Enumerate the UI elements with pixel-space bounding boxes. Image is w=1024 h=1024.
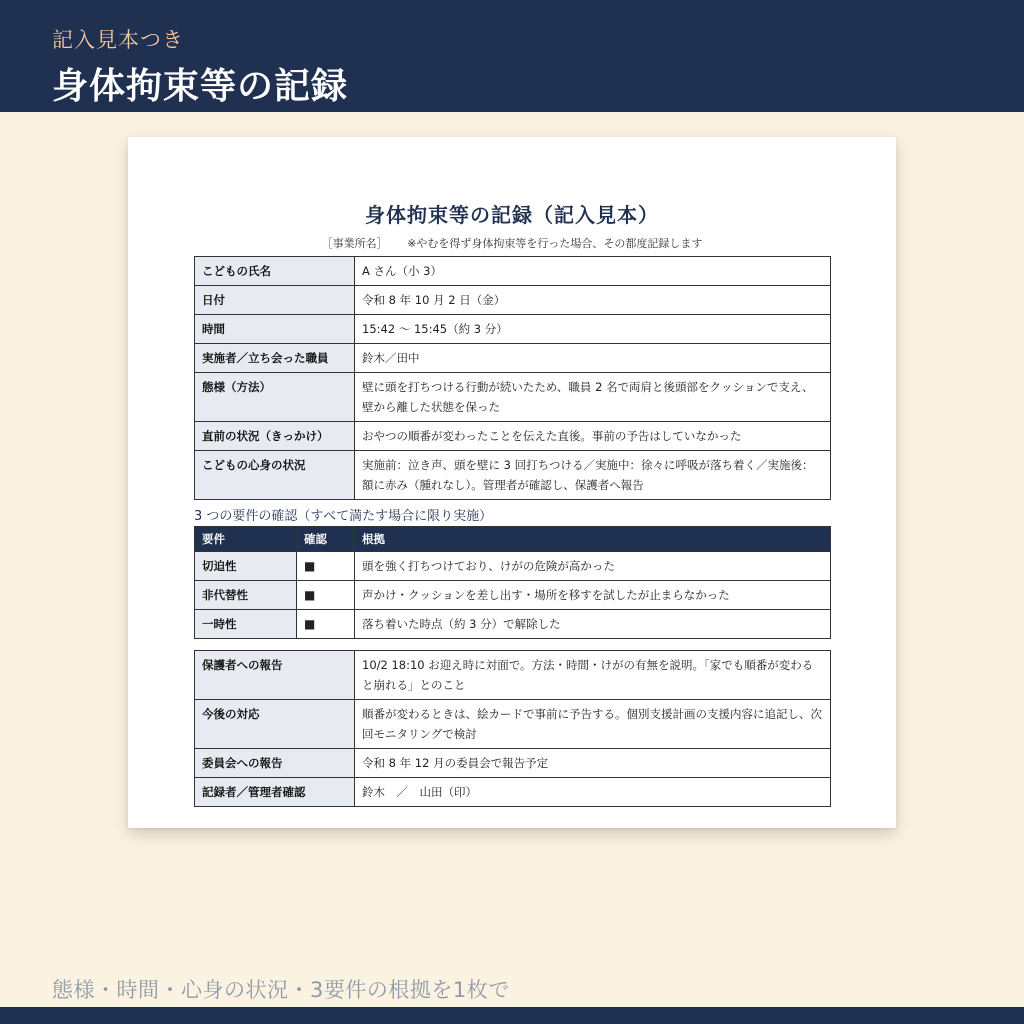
- document-meta: [128, 235, 896, 251]
- requirements-table: [194, 526, 831, 639]
- row-value: 実施前：泣き声、頭を壁に 3 回打ちつける／実施中：徐々に呼吸が落ち着く／実施後：額に赤み（腫れなし）。管理者が確認し、保護者へ報告: [355, 451, 831, 500]
- footer-caption: 態様・時間・心身の状況・3要件の根拠を1枚で: [52, 978, 510, 1002]
- row-label: 保護者への報告: [195, 651, 355, 700]
- row-value: 令和 8 年 10 月 2 日（金）: [355, 286, 831, 315]
- table-row: [195, 778, 831, 807]
- table-row: [195, 749, 831, 778]
- checkbox-mark: ■: [297, 581, 355, 610]
- requirement-label: 一時性: [195, 610, 297, 639]
- column-header: 要件: [195, 527, 297, 552]
- requirement-reason: 頭を強く打ちつけており、けがの危険が高かった: [355, 552, 831, 581]
- header-title: 身体拘束等の記録: [52, 66, 349, 107]
- column-header: 確認: [297, 527, 355, 552]
- document-note: ※やむを得ず身体拘束等を行った場合、その都度記録します: [407, 237, 703, 250]
- table-row: [195, 286, 831, 315]
- requirement-label: 非代替性: [195, 581, 297, 610]
- row-label: 態様（方法）: [195, 373, 355, 422]
- row-value: おやつの順番が変わったことを伝えた直後。事前の予告はしていなかった: [355, 422, 831, 451]
- requirement-reason: 落ち着いた時点（約 3 分）で解除した: [355, 610, 831, 639]
- report-table: [194, 650, 831, 807]
- table-row: [195, 651, 831, 700]
- row-label: 記録者／管理者確認: [195, 778, 355, 807]
- row-value: A さん（小 3）: [355, 257, 831, 286]
- checkbox-mark: ■: [297, 610, 355, 639]
- table-header-row: [195, 527, 831, 552]
- document-title: 身体拘束等の記録（記入見本）: [365, 203, 659, 227]
- row-label: 実施者／立ち会った職員: [195, 344, 355, 373]
- requirement-reason: 声かけ・クッションを差し出す・場所を移すを試したが止まらなかった: [355, 581, 831, 610]
- table-row: [195, 581, 831, 610]
- row-label: 日付: [195, 286, 355, 315]
- row-value: 鈴木 ／ 山田（印）: [355, 778, 831, 807]
- checkbox-mark: ■: [297, 552, 355, 581]
- requirements-caption: 3 つの要件の確認（すべて満たす場合に限り実施）: [194, 509, 493, 524]
- row-label: 今後の対応: [195, 700, 355, 749]
- table-row: [195, 451, 831, 500]
- record-sheet: [128, 137, 896, 828]
- table-row: [195, 700, 831, 749]
- row-label: こどもの心身の状況: [195, 451, 355, 500]
- table-row: [195, 257, 831, 286]
- column-header: 根拠: [355, 527, 831, 552]
- row-label: 時間: [195, 315, 355, 344]
- row-label: こどもの氏名: [195, 257, 355, 286]
- table-row: [195, 610, 831, 639]
- row-value: 15:42 〜 15:45（約 3 分）: [355, 315, 831, 344]
- footer-bar: [0, 1007, 1024, 1024]
- table-row: [195, 373, 831, 422]
- office-label: ［事業所名］: [321, 237, 388, 250]
- row-label: 委員会への報告: [195, 749, 355, 778]
- row-value: 10/2 18:10 お迎え時に対面で。方法・時間・けがの有無を説明。「家でも順番が変わると崩れる」とのこと: [355, 651, 831, 700]
- record-table: [194, 256, 831, 500]
- row-value: 鈴木／田中: [355, 344, 831, 373]
- header-subtitle: 記入見本つき: [52, 28, 184, 52]
- table-row: [195, 552, 831, 581]
- requirement-label: 切迫性: [195, 552, 297, 581]
- page-header: [0, 0, 1024, 112]
- row-value: 順番が変わるときは、絵カードで事前に予告する。個別支援計画の支援内容に追記し、次回モニタリングで検討: [355, 700, 831, 749]
- table-row: [195, 344, 831, 373]
- table-row: [195, 315, 831, 344]
- row-value: 令和 8 年 12 月の委員会で報告予定: [355, 749, 831, 778]
- table-row: [195, 422, 831, 451]
- row-value: 壁に頭を打ちつける行動が続いたため、職員 2 名で両肩と後頭部をクッションで支え、壁から離した状態を保った: [355, 373, 831, 422]
- row-label: 直前の状況（きっかけ）: [195, 422, 355, 451]
